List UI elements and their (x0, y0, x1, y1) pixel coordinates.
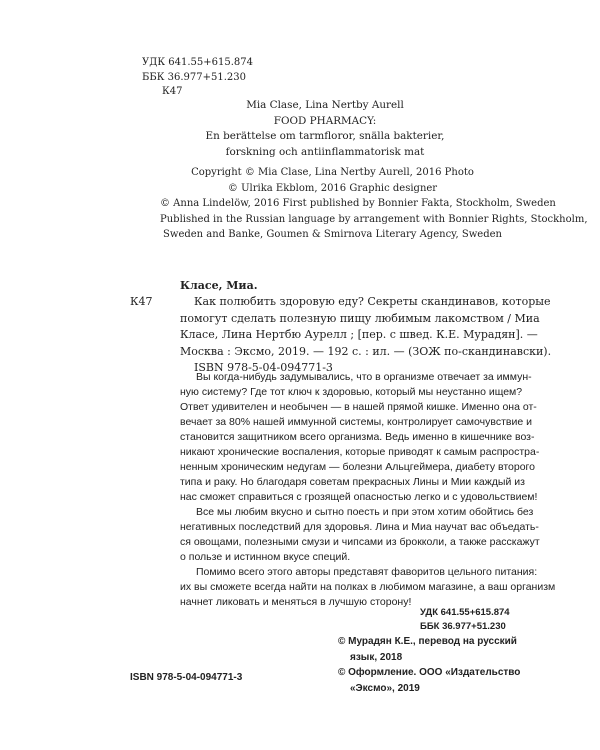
catalog-heading: Класе, Миа. (180, 279, 258, 292)
translation-copyright-cont: язык, 2018 (350, 651, 403, 663)
annotation-paragraph (180, 370, 532, 385)
catalog-line: Как полюбить здоровую еду? Секреты скандинавов, которые (194, 295, 551, 308)
bottom-copyright (338, 634, 520, 696)
annotation-line: Вы когда-нибудь задумывались, что в организме отвечает за иммун- (196, 371, 532, 383)
annotation-line: становится защитником всего организма. Ведь именно в кишечнике воз- (180, 431, 535, 443)
design-copyright-cont: «Эксмо», 2019 (350, 682, 420, 694)
bottom-isbn: ISBN 978-5-04-094771-3 (130, 672, 243, 683)
annotation-line: негативных последствий для здоровья. Лина и Миа научат вас объедать- (180, 521, 539, 533)
copyright-line: © Anna Lindelöw, 2016 First published by Bonnier Fakta, Stockholm, Sweden (160, 198, 556, 209)
catalog-mark: К47 (130, 295, 153, 308)
original-edition (190, 98, 460, 160)
catalog-line: помогут сделать полезную пищу любимым лакомством / Миа (180, 311, 540, 325)
design-copyright: © Оформление. ООО «Издательство (338, 667, 521, 678)
bottom-bbk: ББК 36.977+51.230 (420, 621, 506, 632)
classification-block (142, 56, 253, 100)
annotation-line: Все мы любим вкусно и сытно поесть и при этом хотим обойтись без (196, 506, 534, 518)
original-subtitle-line1: En berättelse om tarmfloror, snälla bakterier, (205, 130, 445, 142)
original-authors: Mia Clase, Lina Nertby Aurell (246, 99, 404, 111)
original-title: FOOD PHARMACY: (273, 114, 377, 127)
catalog-line: Москва : Эксмо, 2019. — 192 с. : ил. — (ЗОЖ по-скандинавски). (180, 344, 552, 358)
annotation-line: начнет ликовать и меняться в лучшую сторону! (180, 596, 412, 608)
author-mark: К47 (162, 86, 183, 97)
bottom-udk: УДК 641.55+615.874 (420, 607, 510, 618)
catalog-line: Класе, Лина Нертбю Аурелл ; [пер. с швед. К.Е. Мурадян]. — (180, 328, 538, 341)
annotation (180, 370, 556, 610)
copyright-line: Published in the Russian language by arrangement with Bonnier Rights, Stockholm, (160, 213, 588, 225)
original-subtitle-line2: forskning och antiinflammatorisk mat (225, 145, 425, 158)
copyright-line: Sweden and Banke, Goumen & Smirnova Literary Agency, Sweden (163, 229, 502, 240)
annotation-line: вечает за 80% нашей иммунной системы, контролирует самочувствие и (180, 416, 532, 428)
annotation-line: о пользе и истинном вкусе специй. (180, 551, 351, 563)
copyright-line: © Ulrika Ekblom, 2016 Graphic designer (227, 182, 438, 194)
annotation-line: ненным хроническим недугам — болезни Альцгеймера, диабету второго (180, 461, 535, 473)
annotation-line: никают хронические воспаления, которые приводят к самым распростра- (180, 446, 540, 458)
udk-code: УДК 641.55+615.874 (142, 57, 253, 68)
annotation-line: Ответ удивителен и необычен — в нашей прямой кишке. Именно она от- (180, 401, 537, 413)
copyright-block (160, 165, 588, 243)
annotation-line: их вы сможете всегда найти на полках в любимом магазине, а ваш организм (180, 581, 556, 593)
translation-copyright: © Мурадян К.Е., перевод на русский (338, 636, 517, 647)
annotation-line: ся овощами, полезными смузи и чипсами из брокколи, а также расскажут (180, 536, 540, 548)
annotation-line: типа и раку. Но благодаря советам прекрасных Лины и Мии каждый из (180, 476, 525, 488)
copyright-line: Copyright © Mia Clase, Lina Nertby Aurell, 2016 Photo (191, 167, 474, 178)
annotation-line: нас сможет справиться с грозящей опасностью легко и с удовольствием! (180, 491, 538, 503)
catalog-isbn: ISBN 978-5-04-094771-3 (194, 361, 333, 374)
annotation-line: Помимо всего этого авторы представят фаворитов цельного питания: (196, 566, 538, 578)
annotation-line: ную систему? Где тот ключ к здоровью, который мы неустанно ищем? (180, 386, 523, 398)
bottom-classification (420, 606, 510, 634)
bbk-code: ББК 36.977+51.230 (142, 71, 246, 83)
